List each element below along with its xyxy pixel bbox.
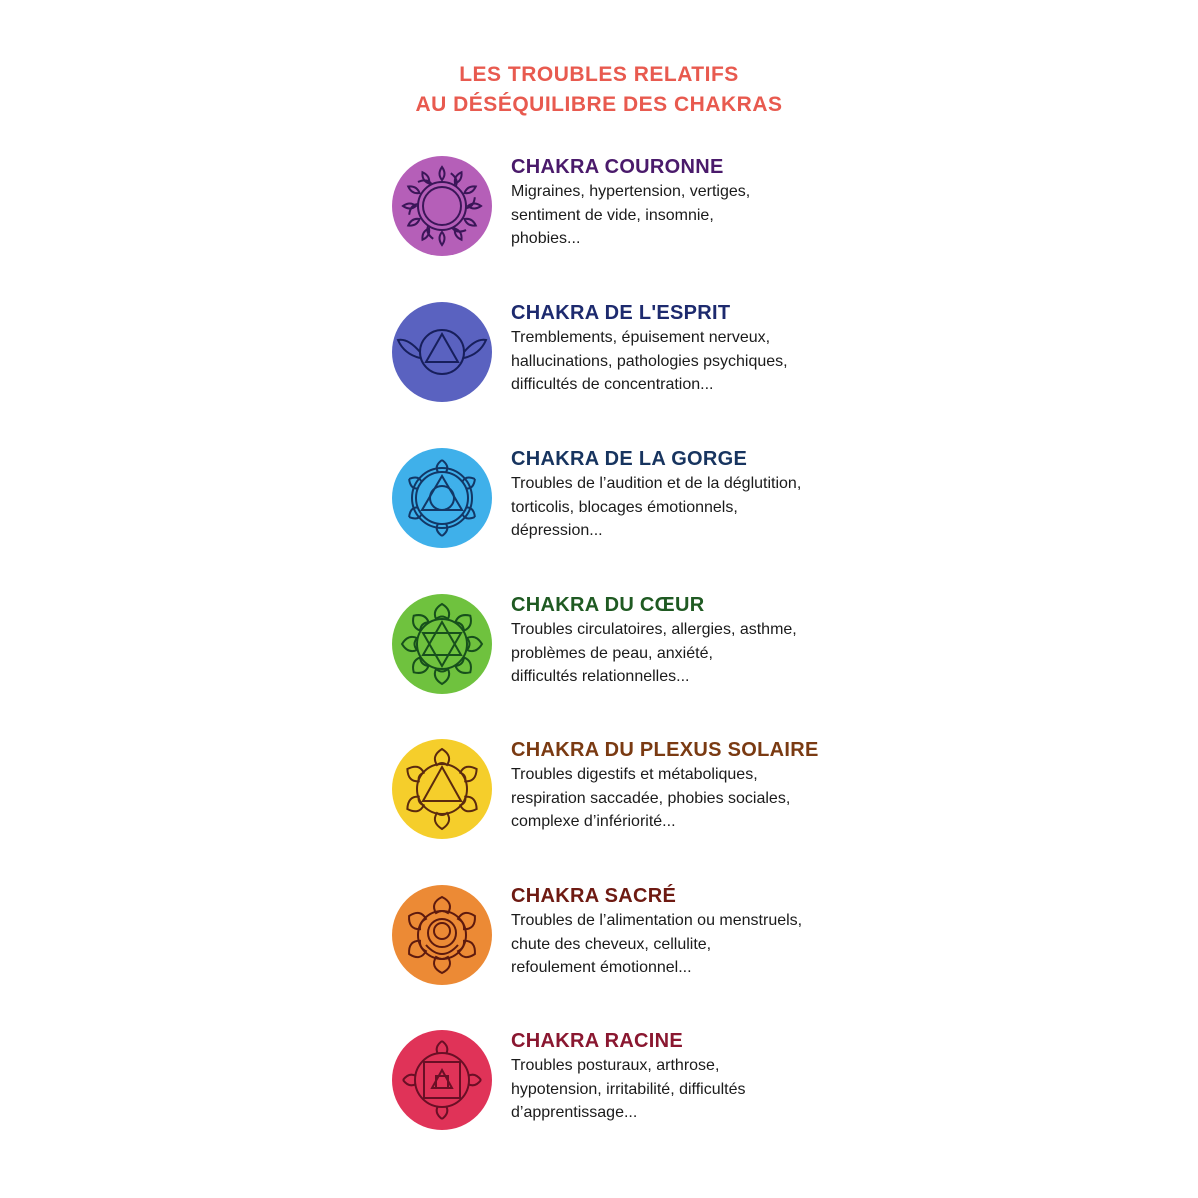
chakra-name: CHAKRA RACINE: [511, 1030, 684, 1052]
chakra-text-throat: [511, 446, 881, 543]
chakra-item-third-eye: [390, 300, 870, 410]
chakra-text-root: [511, 1028, 881, 1125]
chakra-desc-line: Troubles de l’alimentation ou menstruels,: [511, 912, 803, 929]
throat-chakra-icon: [390, 446, 494, 550]
chakra-text-third-eye: [511, 300, 881, 397]
chakra-desc-line: problèmes de peau, anxiété,: [511, 644, 713, 662]
solar-plexus-chakra-icon: [390, 737, 494, 841]
chakra-text-solar-plexus: [511, 737, 881, 834]
chakra-desc-line: Troubles de l’audition et de la déglutition,: [511, 475, 802, 492]
root-chakra-icon: [390, 1028, 494, 1132]
chakra-desc-line: dépression...: [511, 522, 603, 539]
chakra-name: CHAKRA DE LA GORGE: [511, 448, 748, 470]
title-line-1: LES TROUBLES RELATIFS: [459, 63, 739, 86]
chakra-desc-line: phobies...: [511, 230, 581, 247]
chakra-desc-line: sentiment de vide, insomnie,: [511, 206, 714, 224]
chakra-item-throat: [390, 446, 870, 556]
chakra-name: CHAKRA DU PLEXUS SOLAIRE: [511, 739, 819, 761]
chakra-desc-line: difficultés de concentration...: [511, 376, 714, 393]
chakra-desc-line: hypotension, irritabilité, difficultés: [511, 1080, 746, 1098]
heart-chakra-icon: [390, 592, 494, 696]
chakra-text-crown: [511, 154, 881, 251]
page-title: [0, 60, 1198, 120]
chakra-item-solar-plexus: [390, 737, 870, 847]
chakra-desc-line: Troubles digestifs et métaboliques,: [511, 766, 758, 783]
chakra-desc-line: complexe d’infériorité...: [511, 813, 676, 830]
chakra-item-root: [390, 1028, 870, 1138]
chakra-desc-line: refoulement émotionnel...: [511, 959, 692, 976]
chakra-desc-line: Troubles circulatoires, allergies, asthme,: [511, 621, 797, 638]
crown-chakra-icon: [390, 154, 494, 258]
chakra-desc-line: respiration saccadée, phobies sociales,: [511, 789, 791, 807]
title-line-2: AU DÉSÉQUILIBRE DES CHAKRAS: [415, 93, 783, 116]
chakra-name: CHAKRA COURONNE: [511, 156, 724, 178]
chakra-desc-line: hallucinations, pathologies psychiques,: [511, 352, 788, 370]
chakra-desc-line: Troubles posturaux, arthrose,: [511, 1057, 720, 1074]
chakra-desc-line: d’apprentissage...: [511, 1104, 638, 1121]
chakra-item-sacral: [390, 883, 870, 993]
chakra-item-crown: [390, 154, 870, 264]
chakra-desc-line: Tremblements, épuisement nerveux,: [511, 329, 771, 346]
sacral-chakra-icon: [390, 883, 494, 987]
chakra-name: CHAKRA DU CŒUR: [511, 594, 705, 616]
third-eye-chakra-icon: [390, 300, 494, 404]
chakra-name: CHAKRA DE L'ESPRIT: [511, 302, 731, 324]
chakra-name: CHAKRA SACRÉ: [511, 885, 677, 907]
chakra-desc-line: chute des cheveux, cellulite,: [511, 935, 712, 953]
chakra-item-heart: [390, 592, 870, 702]
chakra-desc-line: difficultés relationnelles...: [511, 668, 690, 685]
chakra-text-sacral: [511, 883, 881, 980]
chakra-desc-line: Migraines, hypertension, vertiges,: [511, 183, 751, 200]
chakra-text-heart: [511, 592, 881, 689]
chakra-desc-line: torticolis, blocages émotionnels,: [511, 498, 738, 516]
